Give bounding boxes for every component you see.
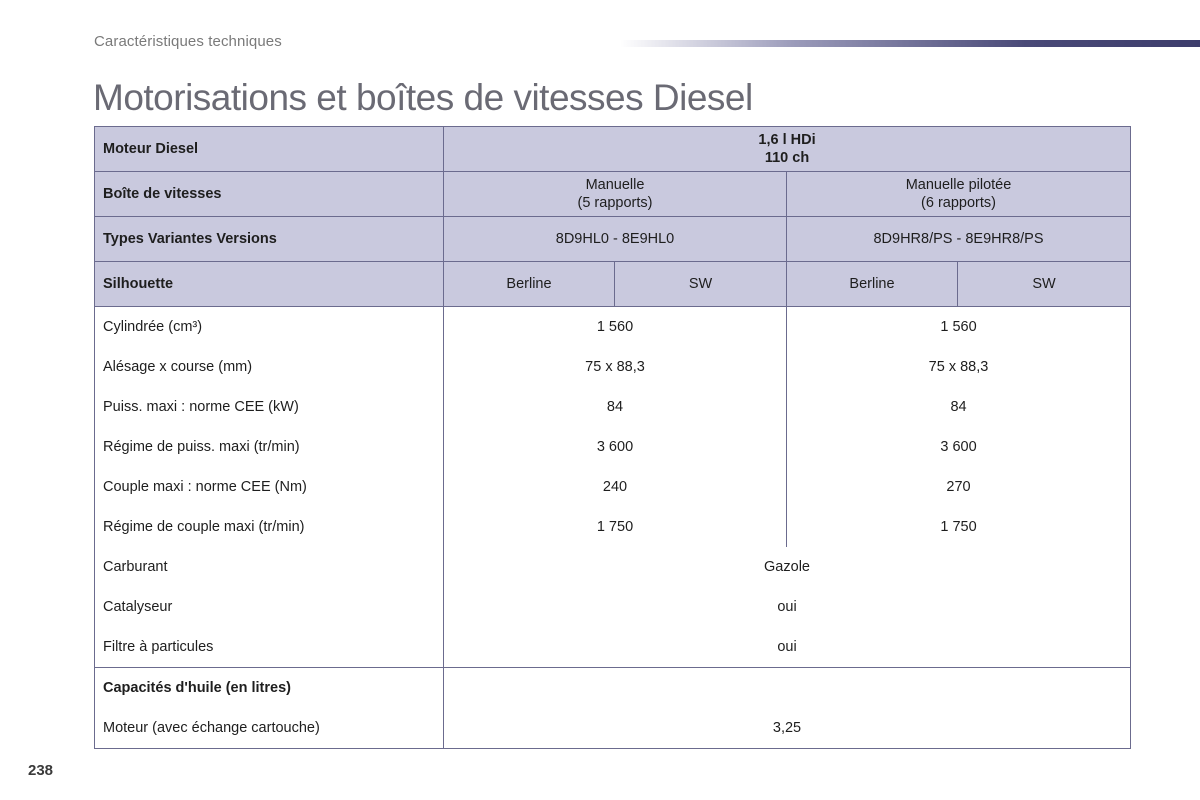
oil-engine-label: Moteur (avec échange cartouche)	[95, 708, 444, 749]
spec-row	[95, 467, 1131, 507]
engine-value-line2: 110 ch	[764, 150, 810, 166]
spec-row	[95, 507, 1131, 547]
engine-spec-table	[94, 126, 1131, 749]
spec-value-piloted: 84	[787, 387, 1131, 427]
gearbox-piloted-line1: Manuelle pilotée	[905, 177, 1012, 193]
silhouette-row	[95, 262, 1131, 307]
oil-header-row	[95, 668, 1131, 709]
engine-label: Moteur Diesel	[95, 127, 444, 172]
types-manual: 8D9HL0 - 8E9HL0	[444, 217, 787, 262]
header-gradient-bar	[620, 40, 1200, 47]
engine-value	[444, 127, 1131, 172]
gearbox-manual-line2: (5 rapports)	[577, 195, 653, 211]
oil-engine-value: 3,25	[444, 708, 1131, 749]
types-label: Types Variantes Versions	[95, 217, 444, 262]
common-value: oui	[444, 627, 1131, 668]
gearbox-manual-line1: Manuelle	[585, 177, 645, 193]
page-title: Motorisations et boîtes de vitesses Diesel	[93, 77, 753, 118]
spec-row	[95, 347, 1131, 387]
common-value: Gazole	[444, 547, 1131, 587]
spec-value-piloted: 270	[787, 467, 1131, 507]
common-label: Carburant	[95, 547, 444, 587]
spec-row	[95, 307, 1131, 348]
spec-value-manual: 3 600	[444, 427, 787, 467]
gearbox-label: Boîte de vitesses	[95, 172, 444, 217]
spec-value-piloted: 1 750	[787, 507, 1131, 547]
spec-value-manual: 75 x 88,3	[444, 347, 787, 387]
silhouette-cell: Berline	[787, 262, 958, 307]
silhouette-cell: SW	[615, 262, 787, 307]
spec-value-piloted: 1 560	[787, 307, 1131, 348]
spec-label: Régime de puiss. maxi (tr/min)	[95, 427, 444, 467]
gearbox-row	[95, 172, 1131, 217]
gearbox-piloted	[787, 172, 1131, 217]
common-row	[95, 547, 1131, 587]
engine-value-line1: 1,6 l HDi	[758, 132, 816, 148]
silhouette-cell: SW	[958, 262, 1131, 307]
oil-engine-row	[95, 708, 1131, 749]
spec-value-piloted: 3 600	[787, 427, 1131, 467]
spec-label: Couple maxi : norme CEE (Nm)	[95, 467, 444, 507]
page-number: 238	[28, 762, 54, 779]
spec-value-piloted: 75 x 88,3	[787, 347, 1131, 387]
common-value: oui	[444, 587, 1131, 627]
common-label: Catalyseur	[95, 587, 444, 627]
oil-header-empty	[444, 668, 1131, 709]
spec-row	[95, 387, 1131, 427]
common-row	[95, 587, 1131, 627]
spec-label: Cylindrée (cm³)	[95, 307, 444, 348]
engine-row	[95, 127, 1131, 172]
gearbox-piloted-line2: (6 rapports)	[921, 195, 996, 211]
spec-value-manual: 1 750	[444, 507, 787, 547]
section-label: Caractéristiques techniques	[94, 33, 282, 50]
silhouette-label: Silhouette	[95, 262, 444, 307]
common-label: Filtre à particules	[95, 627, 444, 668]
common-row	[95, 627, 1131, 668]
types-row	[95, 217, 1131, 262]
oil-label: Capacités d'huile (en litres)	[95, 668, 444, 709]
spec-value-manual: 84	[444, 387, 787, 427]
types-piloted: 8D9HR8/PS - 8E9HR8/PS	[787, 217, 1131, 262]
gearbox-manual	[444, 172, 787, 217]
spec-label: Régime de couple maxi (tr/min)	[95, 507, 444, 547]
spec-label: Alésage x course (mm)	[95, 347, 444, 387]
spec-value-manual: 1 560	[444, 307, 787, 348]
spec-row	[95, 427, 1131, 467]
silhouette-cell: Berline	[444, 262, 615, 307]
spec-value-manual: 240	[444, 467, 787, 507]
spec-label: Puiss. maxi : norme CEE (kW)	[95, 387, 444, 427]
